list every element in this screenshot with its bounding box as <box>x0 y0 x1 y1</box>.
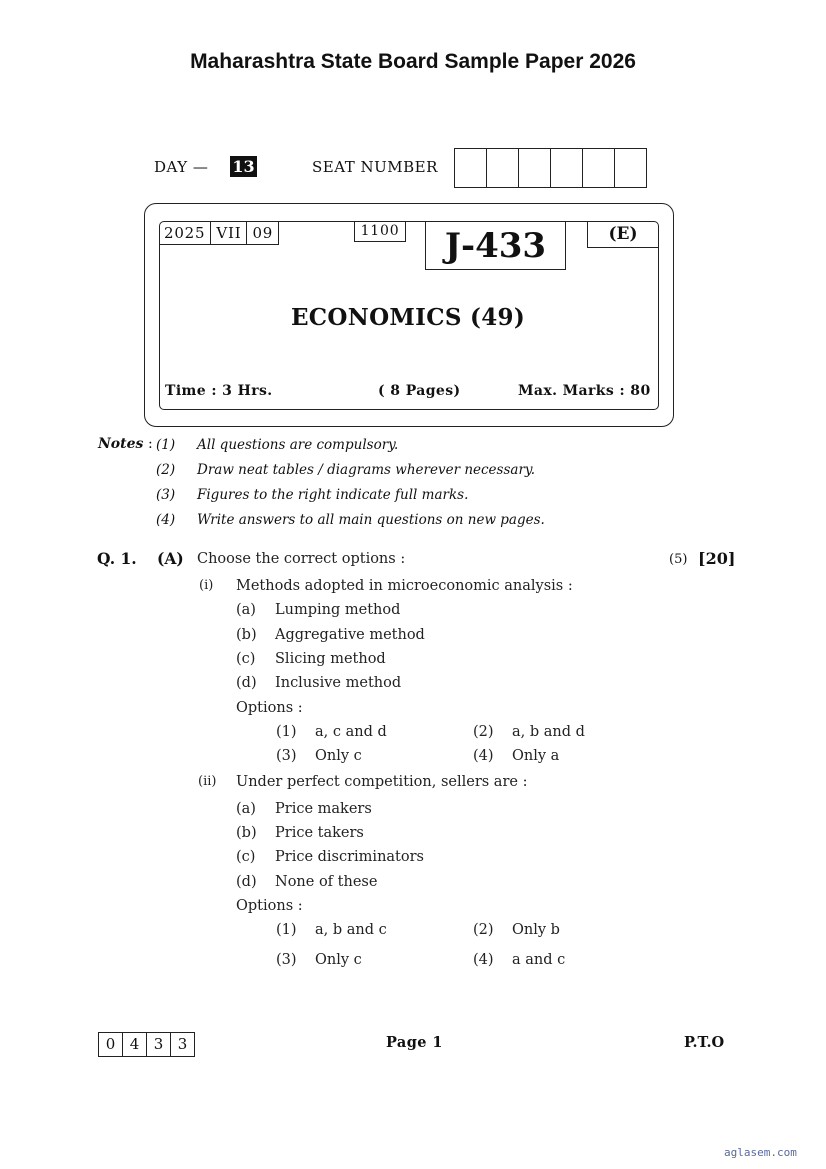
page-number: Page 1 <box>386 1034 443 1051</box>
day-label: DAY — <box>154 158 209 176</box>
seat-number-box[interactable] <box>519 149 551 187</box>
option-label: (2) <box>473 724 494 740</box>
total-marks: [20] <box>698 549 736 568</box>
seat-number-boxes <box>454 148 647 188</box>
notes-colon: : <box>148 436 153 452</box>
option-text[interactable]: Only c <box>315 952 362 968</box>
choice-text: Price discriminators <box>275 849 424 865</box>
question-part: (A) <box>157 549 184 568</box>
seat-number-label: SEAT NUMBER <box>312 158 438 176</box>
medium-label: (E) <box>587 221 658 248</box>
choice-label: (c) <box>236 849 256 865</box>
note-text: Draw neat tables / diagrams wherever necessary. <box>197 462 536 478</box>
option-text[interactable]: Only c <box>315 748 362 764</box>
page-count: ( 8 Pages) <box>378 383 461 399</box>
options-label: Options : <box>236 700 303 716</box>
choice-label: (a) <box>236 801 256 817</box>
footer-paper-code <box>98 1032 195 1057</box>
part-marks: (5) <box>669 552 688 567</box>
option-label: (4) <box>473 952 494 968</box>
paper-code: J-433 <box>425 221 566 270</box>
option-label: (1) <box>276 922 297 938</box>
choice-text: Inclusive method <box>275 675 402 691</box>
option-label: (3) <box>276 748 297 764</box>
note-number: (2) <box>156 462 176 478</box>
footer-code-digit: 3 <box>147 1033 171 1056</box>
seat-number-box[interactable] <box>583 149 615 187</box>
choice-label: (d) <box>236 874 257 890</box>
please-turn-over: P.T.O <box>684 1034 725 1051</box>
choice-label: (b) <box>236 627 257 643</box>
seat-number-box[interactable] <box>551 149 583 187</box>
option-text[interactable]: a, b and d <box>512 724 585 740</box>
option-text[interactable]: Only a <box>512 748 560 764</box>
choice-label: (b) <box>236 825 257 841</box>
choice-text: Aggregative method <box>275 627 425 643</box>
notes-label: Notes <box>98 436 144 452</box>
option-label: (1) <box>276 724 297 740</box>
day-number: 13 <box>230 156 257 177</box>
time-duration: Time : 3 Hrs. <box>165 383 273 399</box>
footer-code-digit: 0 <box>99 1033 123 1056</box>
note-text: Write answers to all main questions on new pages. <box>197 512 545 528</box>
note-text: All questions are compulsory. <box>197 437 399 453</box>
exam-month: VII <box>211 221 247 244</box>
subquestion-text: Methods adopted in microeconomic analysis : <box>236 578 573 594</box>
option-text[interactable]: a and c <box>512 952 566 968</box>
footer-code-digit: 3 <box>177 1035 188 1053</box>
subject-title: ECONOMICS (49) <box>290 304 526 331</box>
choice-label: (a) <box>236 602 256 618</box>
choice-text: Slicing method <box>275 651 386 667</box>
note-number: (1) <box>156 437 176 453</box>
subquestion-number: (i) <box>199 578 214 593</box>
seat-number-box[interactable] <box>455 149 487 187</box>
question-number: Q. 1. <box>97 549 137 568</box>
seat-number-box[interactable] <box>487 149 519 187</box>
seat-number-box[interactable] <box>615 149 646 187</box>
subquestion-number: (ii) <box>198 774 217 789</box>
option-text[interactable]: a, b and c <box>315 922 387 938</box>
choice-label: (d) <box>236 675 257 691</box>
time-code: 1100 <box>354 221 406 242</box>
max-marks: Max. Marks : 80 <box>518 383 651 399</box>
exam-day: 09 <box>252 224 274 242</box>
choice-text: Price makers <box>275 801 372 817</box>
page-title: Maharashtra State Board Sample Paper 2026 <box>190 50 636 73</box>
option-text[interactable]: Only b <box>512 922 560 938</box>
choice-text: Lumping method <box>275 602 401 618</box>
option-label: (4) <box>473 748 494 764</box>
note-text: Figures to the right indicate full marks. <box>197 487 469 503</box>
option-label: (2) <box>473 922 494 938</box>
option-text[interactable]: a, c and d <box>315 724 387 740</box>
choice-text: None of these <box>275 874 378 890</box>
question-instruction: Choose the correct options : <box>197 551 406 567</box>
watermark-link[interactable]: aglasem.com <box>724 1146 797 1159</box>
choice-text: Price takers <box>275 825 364 841</box>
options-label: Options : <box>236 898 303 914</box>
note-number: (4) <box>156 512 176 528</box>
note-number: (3) <box>156 487 176 503</box>
choice-label: (c) <box>236 651 256 667</box>
exam-year: 2025 <box>159 221 211 244</box>
subquestion-text: Under perfect competition, sellers are : <box>236 774 528 790</box>
option-label: (3) <box>276 952 297 968</box>
footer-code-digit: 4 <box>123 1033 147 1056</box>
exam-code-strip <box>159 221 279 245</box>
